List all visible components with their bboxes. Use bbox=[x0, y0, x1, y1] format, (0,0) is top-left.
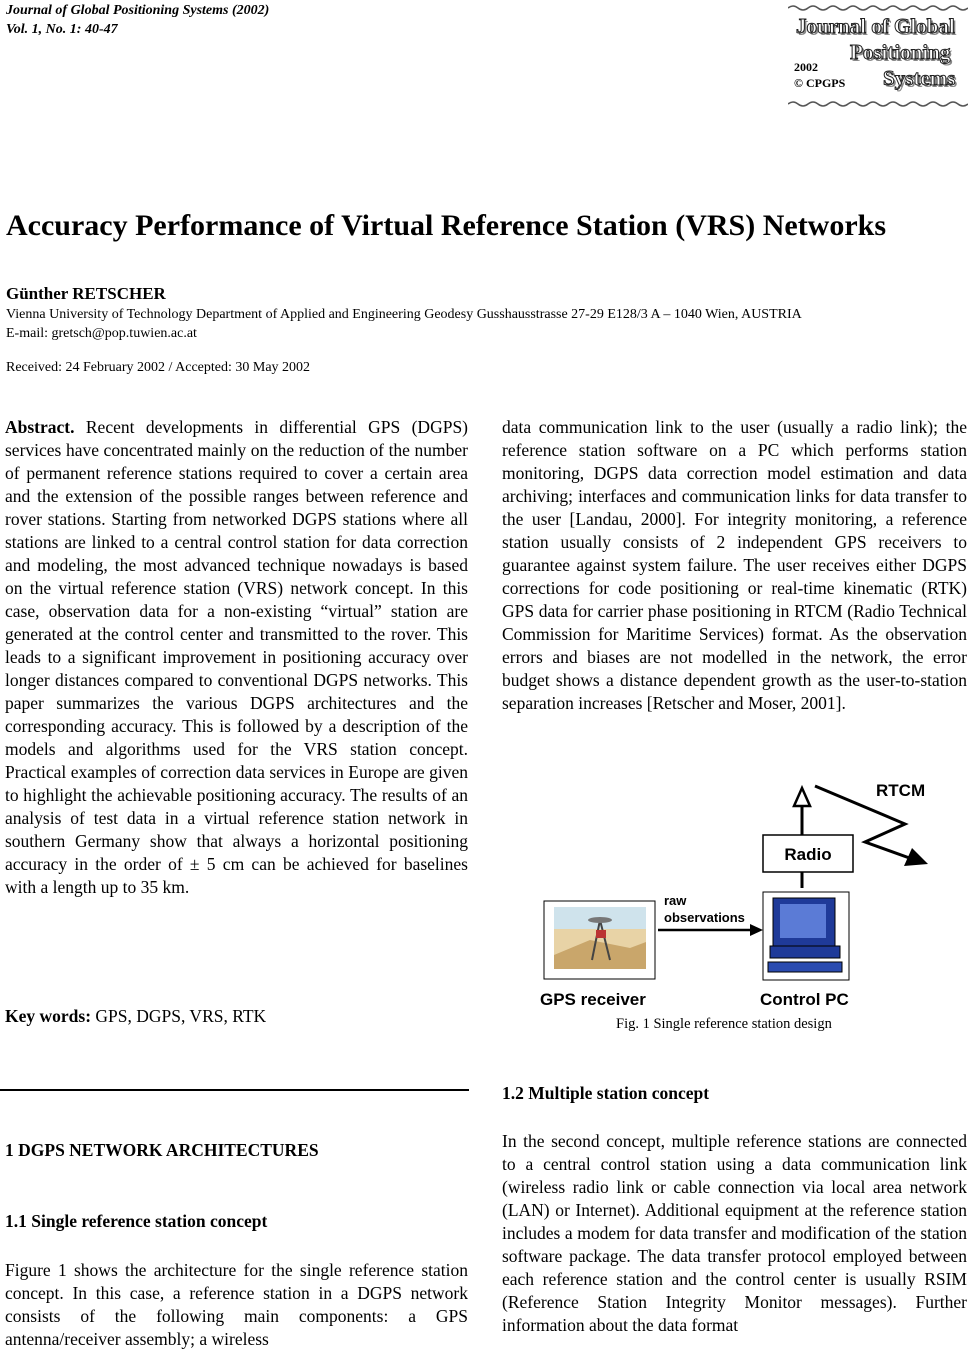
gps-receiver-label: GPS receiver bbox=[540, 990, 646, 1009]
subsection-1-2-text bbox=[502, 1130, 967, 1337]
keywords bbox=[5, 1006, 266, 1027]
author-name: Günther RETSCHER bbox=[6, 284, 166, 303]
raw-label: raw bbox=[664, 893, 687, 908]
data-flow-arrowhead-icon bbox=[750, 924, 763, 936]
keywords-text: GPS, DGPS, VRS, RTK bbox=[95, 1006, 267, 1026]
subsection-heading-1-2: 1.2 Multiple station concept bbox=[502, 1083, 710, 1103]
section-heading: 1 DGPS NETWORK ARCHITECTURES bbox=[5, 1140, 319, 1160]
subsection-1-1-text-right bbox=[502, 416, 967, 715]
subsection-heading-1-1: 1.1 Single reference station concept bbox=[5, 1211, 268, 1231]
paragraph: In the second concept, multiple reference stations are connected to a central control station using a data communication link (wireless radio link or cable connection via local area network (LAN) or Internet). Additional equipment at the reference station includes a modem for data transfer and modification of the station software package. The data transfer protocol employed between each reference station and the control center is usually RSIM (Reference Station Integrity Monitor messages). Further information about the data format bbox=[502, 1131, 967, 1335]
observations-label: observations bbox=[664, 910, 745, 925]
rtcm-label: RTCM bbox=[876, 781, 926, 800]
subsection-1-1-text-left bbox=[5, 1259, 468, 1351]
journal-line: Journal of Global Positioning Systems (2002) bbox=[6, 3, 270, 18]
vine-ornament-icon bbox=[788, 4, 968, 12]
logo-year: 2002 bbox=[794, 60, 818, 74]
figure-1-svg bbox=[520, 780, 960, 1012]
figure-1-diagram bbox=[520, 780, 960, 1012]
radio-label: Radio bbox=[784, 845, 832, 864]
logo-line-3: Systems bbox=[883, 66, 956, 90]
logo-line-2: Positioning bbox=[850, 40, 951, 64]
keywords-label: Key words: bbox=[5, 1006, 92, 1026]
figure-1-caption: Fig. 1 Single reference station design bbox=[616, 1016, 832, 1032]
vine-ornament-icon bbox=[788, 100, 968, 108]
section-divider bbox=[0, 1089, 469, 1091]
journal-logo bbox=[788, 2, 968, 112]
abstract-block bbox=[5, 416, 468, 899]
received-dates: Received: 24 February 2002 / Accepted: 30 May 2002 bbox=[6, 360, 311, 375]
paragraph: data communication link to the user (usually a radio link); the reference station software on a PC which performs station monitoring, DGPS data correction model estimation and data archiving; interfaces and communication links for data transfer to the user [Landau, 2000]. For integrity monitoring, a reference station usually consists of 2 independent GPS receivers to guarantee against system failure. The user receives either DGPS corrections for code positioning or real-time kinematic (RTK) GPS data for carrier phase positioning in RTCM (Radio Technical Commission for Maritime Services) format. As the observation errors and biases are not modelled in the network, the error budget shows a distance dependent growth as the user-to-station separation increases [Retscher and Moser, 2001]. bbox=[502, 417, 967, 713]
antenna-icon bbox=[794, 788, 810, 806]
article-title: Accuracy Performance of Virtual Reference Station (VRS) Networks bbox=[6, 209, 887, 242]
logo-line-1: Journal of Global bbox=[796, 14, 955, 38]
author-affiliation bbox=[6, 305, 802, 343]
paragraph: Figure 1 shows the architecture for the single reference station concept. In this case, a reference station in a DGPS network consists of the following main components: a GPS antenna/receiver assembly; a wireless bbox=[5, 1260, 468, 1349]
gps-antenna-icon bbox=[588, 917, 612, 923]
control-pc-label: Control PC bbox=[760, 990, 849, 1009]
volume-line: Vol. 1, No. 1: 40-47 bbox=[6, 22, 118, 37]
journal-header bbox=[6, 1, 269, 39]
affiliation-text: Vienna University of Technology Department of Applied and Engineering Geodesy Gusshausstrasse 27-29 E128/3 A – 1040 Wien, AUSTRIA bbox=[6, 307, 802, 322]
author-email: E-mail: gretsch@pop.tuwien.ac.at bbox=[6, 326, 197, 341]
abstract-label: Abstract. bbox=[5, 417, 75, 437]
abstract-text: Recent developments in differential GPS (DGPS) services have concentrated mainly on the reduction of the number of permanent reference stations required to cover a certain area and the extension of the possible ranges between reference and rover stations. Starting from networked DGPS stations where all stations are linked to a central control station for data correction and modeling, the most advanced technique nowadays is based on the virtual reference station (VRS) network concept. In this case, observation data for a non-existing “virtual” station are generated at the control center and transmitted to the rover. This leads to a significant improvement in positioning accuracy over longer distances compared to conventional DGPS networks. This paper summarizes the various DGPS architectures and the corresponding accuracy. This is followed by a description of the models and algorithms used for the VRS station concept. Practical examples of correction data services in Europe are given to highlight the achievable positioning accuracy. The results of an analysis of test data in a virtual reference station network in southern Germany show that always a horizontal positioning accuracy in the order of ± 5 cm can be achieved for baselines with a length up to 35 km. bbox=[5, 417, 468, 897]
logo-copyright: © CPGPS bbox=[794, 76, 846, 90]
